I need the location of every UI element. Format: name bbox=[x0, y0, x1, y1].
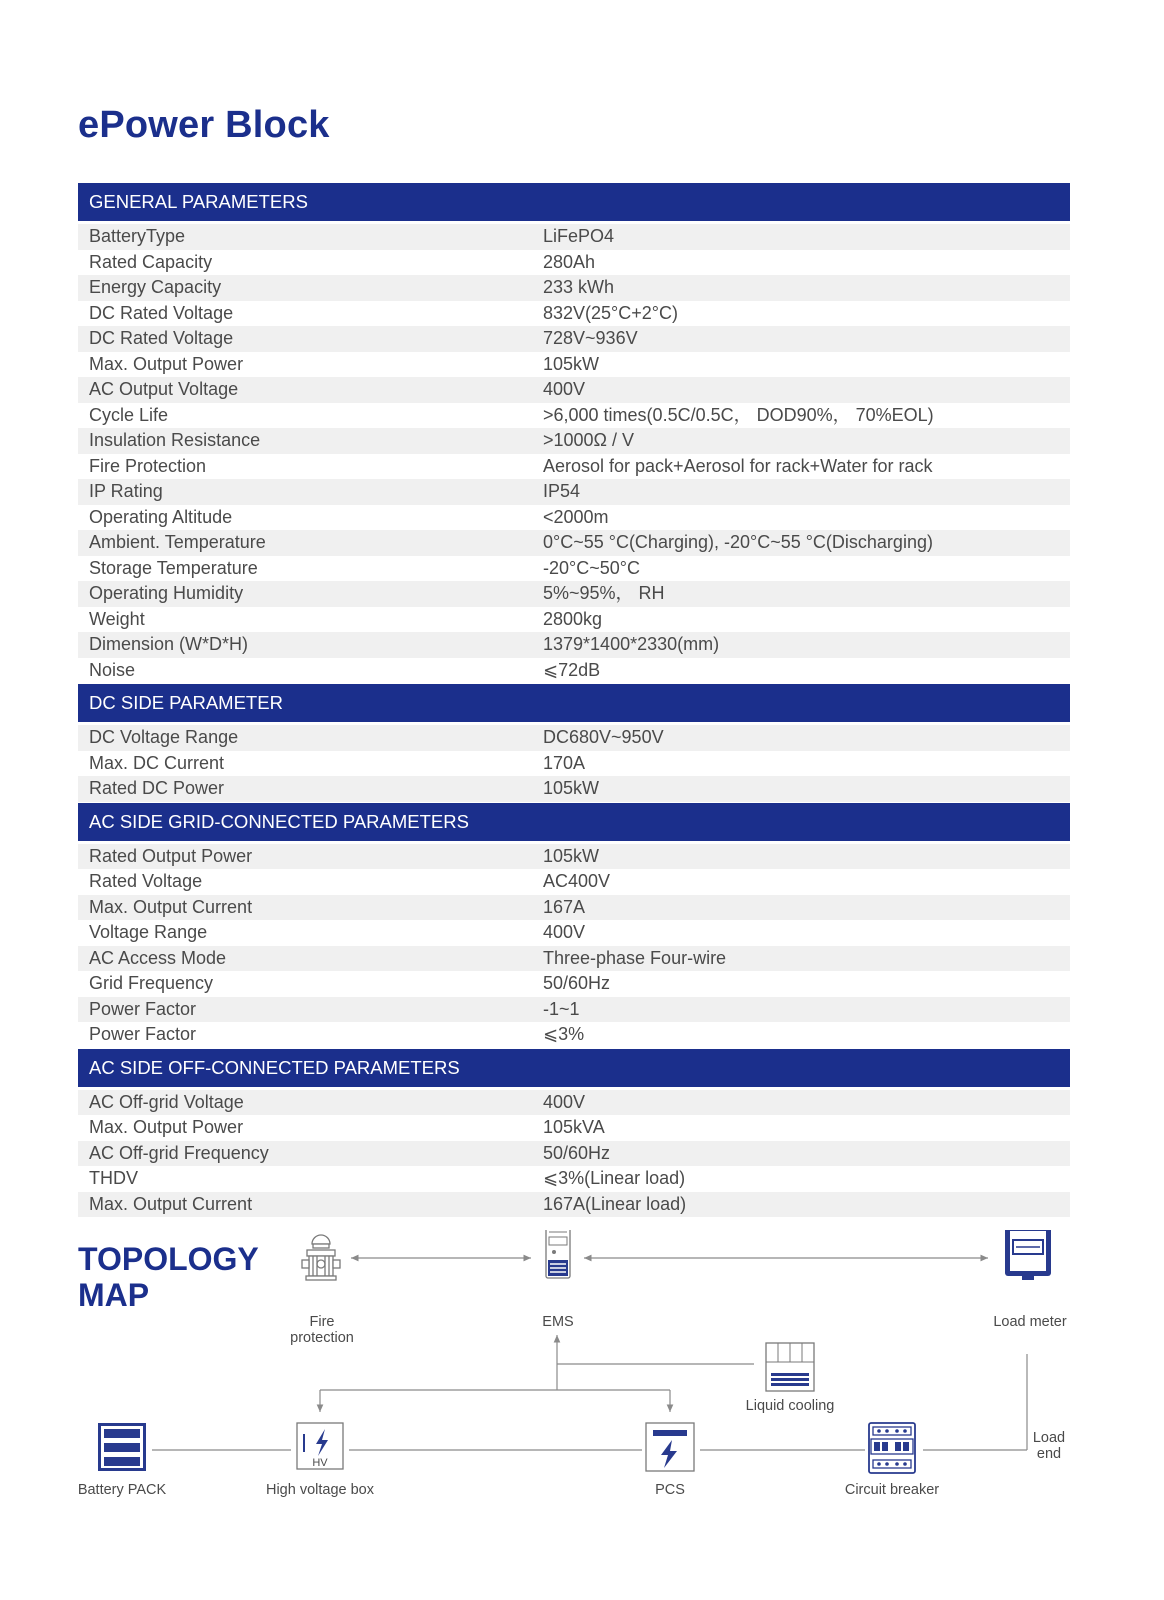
table-row bbox=[78, 377, 1070, 403]
table-row bbox=[78, 751, 1070, 777]
fire-protection-icon bbox=[302, 1235, 340, 1280]
fire-protection-label-line2: protection bbox=[290, 1330, 354, 1346]
battery-pack-label: Battery PACK bbox=[77, 1482, 167, 1498]
topology-title-line2: MAP bbox=[78, 1277, 150, 1313]
param-value: 105kW bbox=[543, 845, 600, 866]
liquid-cooling-label: Liquid cooling bbox=[745, 1398, 835, 1414]
param-value: ⩽3%(Linear load) bbox=[543, 1168, 686, 1188]
fire-protection-label bbox=[280, 1314, 364, 1346]
table-row bbox=[78, 428, 1070, 454]
param-name: Weight bbox=[89, 608, 145, 629]
param-value: 50/60Hz bbox=[543, 973, 611, 993]
table-row bbox=[78, 530, 1070, 556]
param-name: THDV bbox=[89, 1168, 138, 1188]
section-rows bbox=[78, 844, 1070, 1048]
param-name: Max. Output Current bbox=[89, 896, 253, 917]
param-value: DC680V~950V bbox=[543, 727, 664, 747]
topology-diagram bbox=[0, 1230, 1164, 1510]
pcs-icon bbox=[646, 1423, 694, 1471]
param-value: 170A bbox=[543, 752, 586, 773]
param-value: Aerosol for pack+Aerosol for rack+Water for rack bbox=[543, 455, 933, 476]
table-row bbox=[78, 403, 1070, 429]
table-row bbox=[78, 607, 1070, 633]
table-row bbox=[78, 632, 1070, 658]
param-name: Max. DC Current bbox=[89, 752, 225, 773]
param-name: Max. Output Power bbox=[89, 353, 244, 374]
table-row bbox=[78, 971, 1070, 997]
section-heading: GENERAL PARAMETERS bbox=[78, 183, 1070, 221]
param-value: Three-phase Four-wire bbox=[543, 947, 727, 968]
section-heading: AC SIDE OFF-CONNECTED PARAMETERS bbox=[78, 1049, 1070, 1087]
section-heading: DC SIDE PARAMETER bbox=[78, 684, 1070, 722]
param-name: Energy Capacity bbox=[89, 277, 222, 297]
circuit-breaker-icon bbox=[869, 1423, 915, 1473]
param-name: Voltage Range bbox=[89, 922, 208, 942]
param-value: 105kW bbox=[543, 353, 600, 374]
param-value: 1379*1400*2330(mm) bbox=[543, 634, 720, 654]
fire-protection-label-line1: Fire bbox=[309, 1314, 335, 1330]
table-row bbox=[78, 844, 1070, 870]
param-name: Noise bbox=[89, 659, 136, 680]
param-name: Grid Frequency bbox=[89, 973, 214, 993]
param-value: 280Ah bbox=[543, 251, 596, 272]
param-name: Dimension (W*D*H) bbox=[89, 634, 249, 654]
param-name: Rated Capacity bbox=[89, 251, 213, 272]
param-value: LiFePO4 bbox=[543, 226, 615, 246]
table-row bbox=[78, 1192, 1070, 1218]
param-value: >6,000 times(0.5C/0.5C， DOD90%， 70%EOL) bbox=[543, 404, 934, 425]
section-heading: AC SIDE GRID-CONNECTED PARAMETERS bbox=[78, 803, 1070, 841]
param-value: 233 kWh bbox=[543, 277, 615, 297]
param-name: Fire Protection bbox=[89, 455, 207, 476]
circuit-breaker-label: Circuit breaker bbox=[844, 1482, 940, 1498]
param-value: 400V bbox=[543, 922, 586, 942]
section-rows bbox=[78, 1090, 1070, 1218]
topology-title-line1: TOPOLOGY bbox=[78, 1241, 259, 1277]
param-value: -20°C~50°C bbox=[543, 557, 640, 578]
param-name: DC Rated Voltage bbox=[89, 328, 234, 348]
param-name: AC Access Mode bbox=[89, 947, 227, 968]
table-row bbox=[78, 454, 1070, 480]
load-end-label bbox=[1024, 1430, 1074, 1462]
table-row bbox=[78, 326, 1070, 352]
param-value: 5%~95%， RH bbox=[543, 583, 665, 603]
table-row bbox=[78, 725, 1070, 751]
param-value: 400V bbox=[543, 1091, 586, 1112]
table-row bbox=[78, 776, 1070, 802]
param-value: ⩽72dB bbox=[543, 659, 601, 680]
table-row bbox=[78, 556, 1070, 582]
table-row bbox=[78, 946, 1070, 972]
table-row bbox=[78, 920, 1070, 946]
table-row bbox=[78, 869, 1070, 895]
param-name: Rated Output Power bbox=[89, 845, 253, 866]
param-name: Insulation Resistance bbox=[89, 430, 261, 450]
param-name: DC Rated Voltage bbox=[89, 302, 234, 323]
ems-icon bbox=[546, 1230, 570, 1278]
param-value: 832V(25°C+2°C) bbox=[543, 302, 678, 323]
table-row bbox=[78, 1022, 1070, 1048]
liquid-cooling-icon bbox=[766, 1343, 814, 1391]
table-row bbox=[78, 1141, 1070, 1167]
table-row bbox=[78, 505, 1070, 531]
param-value: 105kVA bbox=[543, 1117, 605, 1137]
hv-icon-text: HV bbox=[312, 1457, 328, 1469]
spec-table bbox=[78, 183, 1070, 1218]
table-row bbox=[78, 895, 1070, 921]
param-name: AC Off-grid Frequency bbox=[89, 1142, 269, 1163]
section-rows bbox=[78, 224, 1070, 683]
param-value: AC400V bbox=[543, 871, 611, 891]
param-name: Max. Output Power bbox=[89, 1117, 244, 1137]
high-voltage-box-icon bbox=[297, 1423, 343, 1469]
page-title: ePower Block bbox=[78, 104, 330, 146]
param-value: 105kW bbox=[543, 778, 600, 798]
table-row bbox=[78, 224, 1070, 250]
table-row bbox=[78, 658, 1070, 684]
high-voltage-box-label: High voltage box bbox=[265, 1482, 374, 1498]
param-name: Power Factor bbox=[89, 1024, 197, 1044]
table-row bbox=[78, 352, 1070, 378]
table-row bbox=[78, 250, 1070, 276]
table-row bbox=[78, 301, 1070, 327]
load-end-label-line1: Load bbox=[1032, 1430, 1066, 1446]
table-row bbox=[78, 581, 1070, 607]
connector-lines bbox=[152, 1258, 1027, 1450]
param-value: <2000m bbox=[543, 506, 609, 527]
param-value: 167A bbox=[543, 896, 586, 917]
param-value: 167A(Linear load) bbox=[543, 1193, 687, 1214]
param-name: Operating Altitude bbox=[89, 506, 233, 527]
param-name: IP Rating bbox=[89, 481, 163, 501]
load-end-label-line2: end bbox=[1036, 1446, 1062, 1462]
param-value: 400V bbox=[543, 379, 586, 399]
table-row bbox=[78, 1166, 1070, 1192]
param-name: Ambient. Temperature bbox=[89, 532, 266, 552]
param-value: -1~1 bbox=[543, 998, 580, 1019]
param-name: AC Off-grid Voltage bbox=[89, 1091, 244, 1112]
table-row bbox=[78, 997, 1070, 1023]
table-row bbox=[78, 275, 1070, 301]
table-row bbox=[78, 1090, 1070, 1116]
ems-label: EMS bbox=[542, 1314, 574, 1330]
param-name: Storage Temperature bbox=[89, 557, 258, 578]
param-name: BatteryType bbox=[89, 226, 186, 246]
param-value: 2800kg bbox=[543, 608, 603, 629]
param-value: IP54 bbox=[543, 481, 581, 501]
table-row bbox=[78, 479, 1070, 505]
section-rows bbox=[78, 725, 1070, 802]
param-value: ⩽3% bbox=[543, 1024, 585, 1044]
param-name: AC Output Voltage bbox=[89, 379, 239, 399]
param-value: 50/60Hz bbox=[543, 1142, 611, 1163]
param-name: Max. Output Current bbox=[89, 1193, 253, 1214]
pcs-label: PCS bbox=[655, 1482, 685, 1498]
param-name: Rated DC Power bbox=[89, 778, 225, 798]
param-name: Power Factor bbox=[89, 998, 197, 1019]
param-name: Rated Voltage bbox=[89, 871, 203, 891]
param-value: 728V~936V bbox=[543, 328, 638, 348]
battery-pack-icon bbox=[98, 1423, 146, 1471]
load-meter-icon bbox=[1005, 1230, 1051, 1280]
param-value: 0°C~55 °C(Charging), -20°C~55 °C(Discharging) bbox=[543, 532, 933, 552]
param-value: >1000Ω / V bbox=[543, 430, 635, 450]
table-row bbox=[78, 1115, 1070, 1141]
param-name: DC Voltage Range bbox=[89, 727, 239, 747]
param-name: Operating Humidity bbox=[89, 583, 244, 603]
param-name: Cycle Life bbox=[89, 404, 169, 425]
load-meter-label: Load meter bbox=[993, 1314, 1067, 1330]
